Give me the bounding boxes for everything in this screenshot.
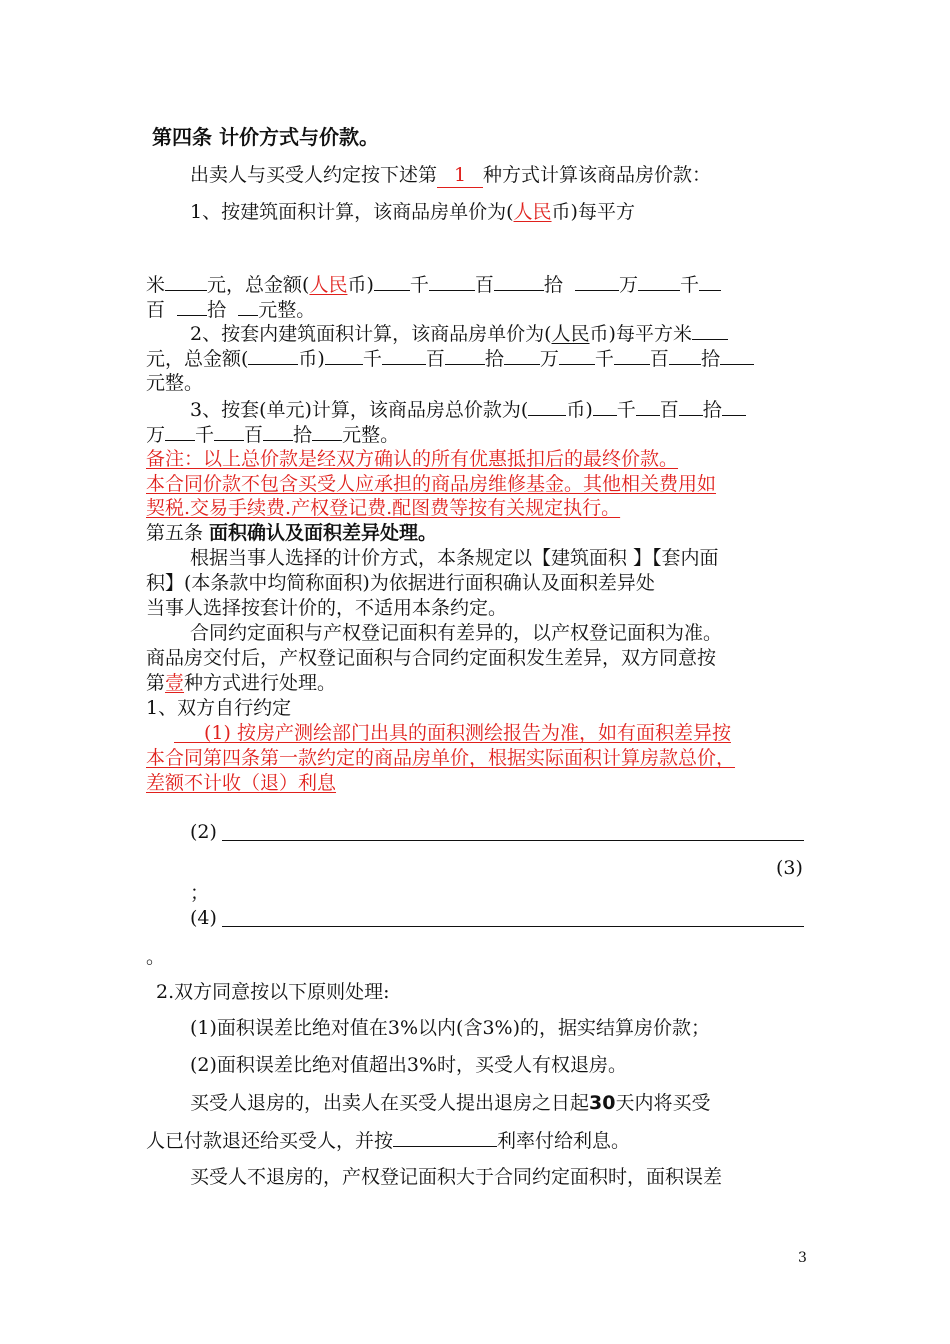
method-2-line-1: 2、按套内建筑面积计算，该商品房单价为(人民币)每平方米 bbox=[190, 321, 728, 346]
art5-p1-line-3: 当事人选择按套计价的，不适用本条约定。 bbox=[146, 597, 508, 619]
item-4-blank bbox=[222, 926, 804, 927]
art5-p2-line-2: 商品房交付后，产权登记面积与合同约定面积发生差异，双方同意按 bbox=[146, 647, 717, 669]
art5-p2-line-3: 第壹种方式进行处理。 bbox=[146, 672, 337, 694]
item-4-label: (4) bbox=[190, 907, 217, 929]
keep-line-1: 买受人不退房的，产权登记面积大于合同约定面积时，面积误差 bbox=[190, 1166, 723, 1188]
item-1-line-3: 差额不计收（退）利息 bbox=[146, 772, 337, 794]
method-choice: 1 bbox=[437, 163, 483, 188]
section-1-heading: 1、双方自行约定 bbox=[146, 697, 292, 719]
article-5-title: 第五条 面积确认及面积差异处理。 bbox=[146, 522, 438, 544]
note-line-3: 契税.交易手续费.产权登记费.配图费等按有关规定执行。 bbox=[146, 497, 621, 519]
art5-p1-line-2: 积】(本条款中均简称面积)为依据进行面积确认及面积差异处 bbox=[146, 572, 655, 594]
rule-2: (2)面积误差比绝对值超出3%时，买受人有权退房。 bbox=[190, 1054, 628, 1076]
rule-1: (1)面积误差比绝对值在3%以内(含3%)的，据实结算房价款； bbox=[190, 1017, 711, 1039]
currency-field: 人民 bbox=[309, 274, 348, 296]
method-1-line-2: 米 元，总金额(人民币) 千 百 拾 万 千 bbox=[146, 272, 721, 297]
item-1-line-2: 本合同第四条第一款约定的商品房单价，根据实际面积计算房款总价， bbox=[146, 747, 736, 769]
note-line-2: 本合同价款不包含买受人应承担的商品房维修基金。其他相关费用如 bbox=[146, 473, 717, 495]
item-2-blank bbox=[222, 840, 804, 841]
section-2-heading: 2.双方同意按以下原则处理: bbox=[156, 981, 390, 1003]
currency-field: 人民 bbox=[513, 201, 552, 223]
art5-p2-line-1: 合同约定面积与产权登记面积有差异的，以产权登记面积为准。 bbox=[190, 622, 723, 644]
article-4-intro: 出卖人与买受人约定按下述第 1 种方式计算该商品房价款： bbox=[190, 164, 712, 186]
note-line-1: 备注：以上总价款是经双方确认的所有优惠抵扣后的最终价款。 bbox=[146, 448, 679, 470]
item-3-label: (3) bbox=[776, 857, 803, 879]
item-2-label: (2) bbox=[190, 821, 217, 843]
method-1-line-3: 百 拾 元整。 bbox=[146, 299, 316, 321]
item-4-end: 。 bbox=[146, 946, 166, 968]
method-1-line-1: 1、按建筑面积计算，该商品房单价为(人民币)每平方 bbox=[190, 201, 635, 223]
page-number: 3 bbox=[798, 1250, 807, 1266]
method-3-line-2: 万 千 百 拾 元整。 bbox=[146, 424, 400, 446]
refund-line-2: 人已付款退还给买受人，并按 利率付给利息。 bbox=[146, 1130, 631, 1152]
art5-p1-line-1: 根据当事人选择的计价方式，本条规定以【建筑面积 】【套内面 bbox=[190, 547, 719, 569]
refund-line-1: 买受人退房的，出卖人在买受人提出退房之日起30天内将买受 bbox=[190, 1092, 711, 1114]
item-1-line-1: (1) 按房产测绘部门出具的面积测绘报告为准，如有面积差异按 bbox=[204, 722, 731, 744]
method-2-line-3: 元整。 bbox=[146, 372, 204, 394]
method-choice: 壹 bbox=[165, 672, 185, 694]
method-3-line-1: 3、按套(单元)计算，该商品房总价款为( 币) 千 百 拾 bbox=[190, 397, 746, 422]
item-3-end: ； bbox=[190, 882, 210, 904]
article-4-title: 第四条 计价方式与价款。 bbox=[152, 125, 379, 149]
method-2-line-2: 元，总金额( 币) 千 百 拾 万 千 百 拾 bbox=[146, 346, 754, 371]
